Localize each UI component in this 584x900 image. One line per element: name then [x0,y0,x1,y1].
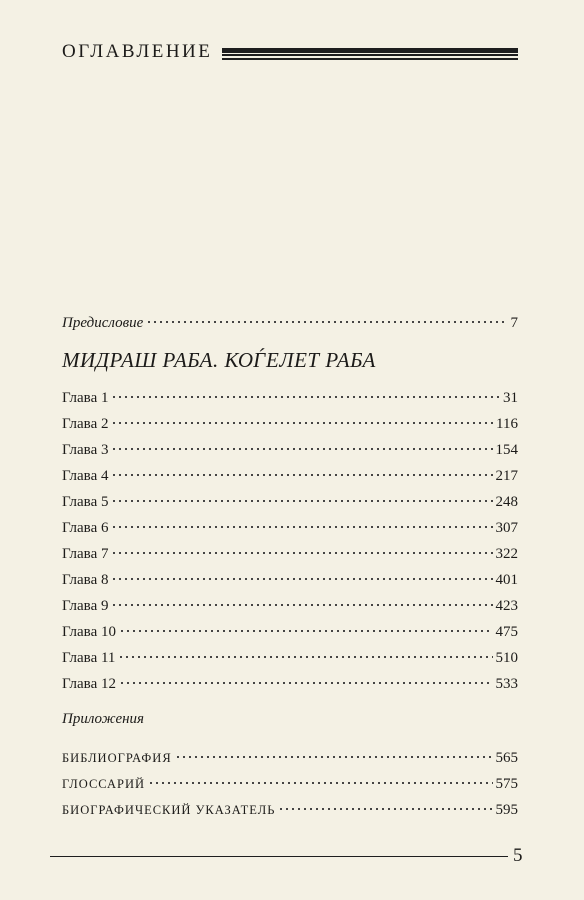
toc-entry-page: 401 [495,572,518,588]
toc-entry-page: 533 [495,676,518,692]
dot-leader [111,588,492,610]
dot-leader [111,484,492,506]
dot-leader [278,792,492,814]
toc-entry-appendix [62,792,518,818]
toc-entry-label: Глава 8 [62,572,109,588]
toc-entry-chapter [62,406,518,432]
toc-entry-page: 510 [495,650,518,666]
toc-entry-page: 322 [495,546,518,562]
toc-entry-preface [62,305,518,331]
page-number: 5 [513,845,523,866]
dot-leader [111,536,492,558]
toc-entry-label: Глава 9 [62,598,109,614]
dot-leader [118,640,492,662]
toc-entry-label: Предисловие [62,315,144,331]
section-title: МИДРАШ РАБА. КОЃЕЛЕТ РАБА [62,348,376,372]
toc-entry-label: Глава 2 [62,416,109,432]
toc-entry-page: 154 [495,442,518,458]
toc-entry-chapter [62,458,518,484]
toc-entry-page: 307 [495,520,518,536]
toc-entry-label: Глава 11 [62,650,116,666]
toc-entry-label: ГЛОССАРИЙ [62,777,146,791]
toc-entry-label: Глава 10 [62,624,116,640]
toc-entry-chapter [62,484,518,510]
toc-entry-appendix [62,766,518,792]
toc-entry-label: Глава 5 [62,494,109,510]
toc-entry-page: 7 [510,315,518,331]
dot-leader [148,766,492,788]
toc-entry-appendix [62,740,518,766]
toc-entry-chapter [62,380,518,406]
toc-entry-chapter [62,510,518,536]
toc-entry-chapter [62,666,518,692]
appendix-heading: Приложения [62,711,145,727]
dot-leader [175,740,493,762]
toc-entry-page: 31 [503,390,518,406]
toc-entry-chapter [62,614,518,640]
toc-entry-page: 423 [495,598,518,614]
dot-leader [146,305,507,327]
dot-leader [111,432,492,454]
dot-leader [111,510,492,532]
dot-leader [119,666,493,688]
toc-entry-page: 595 [495,802,518,818]
toc-entry-chapter [62,562,518,588]
dot-leader [111,562,492,584]
toc-entry-label: Глава 4 [62,468,109,484]
header-rule [222,48,518,60]
toc-entry-chapter [62,640,518,666]
toc-entry-label: Глава 12 [62,676,116,692]
toc-entry-label: Глава 1 [62,390,109,406]
dot-leader [111,380,500,402]
toc-entry-label: Глава 7 [62,546,109,562]
toc-entry-page: 575 [495,776,518,792]
toc-entry-label: БИБЛИОГРАФИЯ [62,751,172,765]
toc-entry-page: 565 [495,750,518,766]
toc-entry-page: 475 [495,624,518,640]
toc-entry-page: 116 [496,416,518,432]
toc-entry-chapter [62,432,518,458]
toc-entry-label: Глава 6 [62,520,109,536]
toc-entry-chapter [62,536,518,562]
toc-entry-label: БИОГРАФИЧЕСКИЙ УКАЗАТЕЛЬ [62,803,276,817]
toc-entry-page: 248 [495,494,518,510]
toc-entry-label: Глава 3 [62,442,109,458]
dot-leader [119,614,493,636]
toc-entry-page: 217 [495,468,518,484]
footer-rule [50,856,508,857]
dot-leader [111,458,492,480]
toc-entry-chapter [62,588,518,614]
dot-leader [111,406,493,428]
page-title: ОГЛАВЛЕНИЕ [62,41,213,62]
